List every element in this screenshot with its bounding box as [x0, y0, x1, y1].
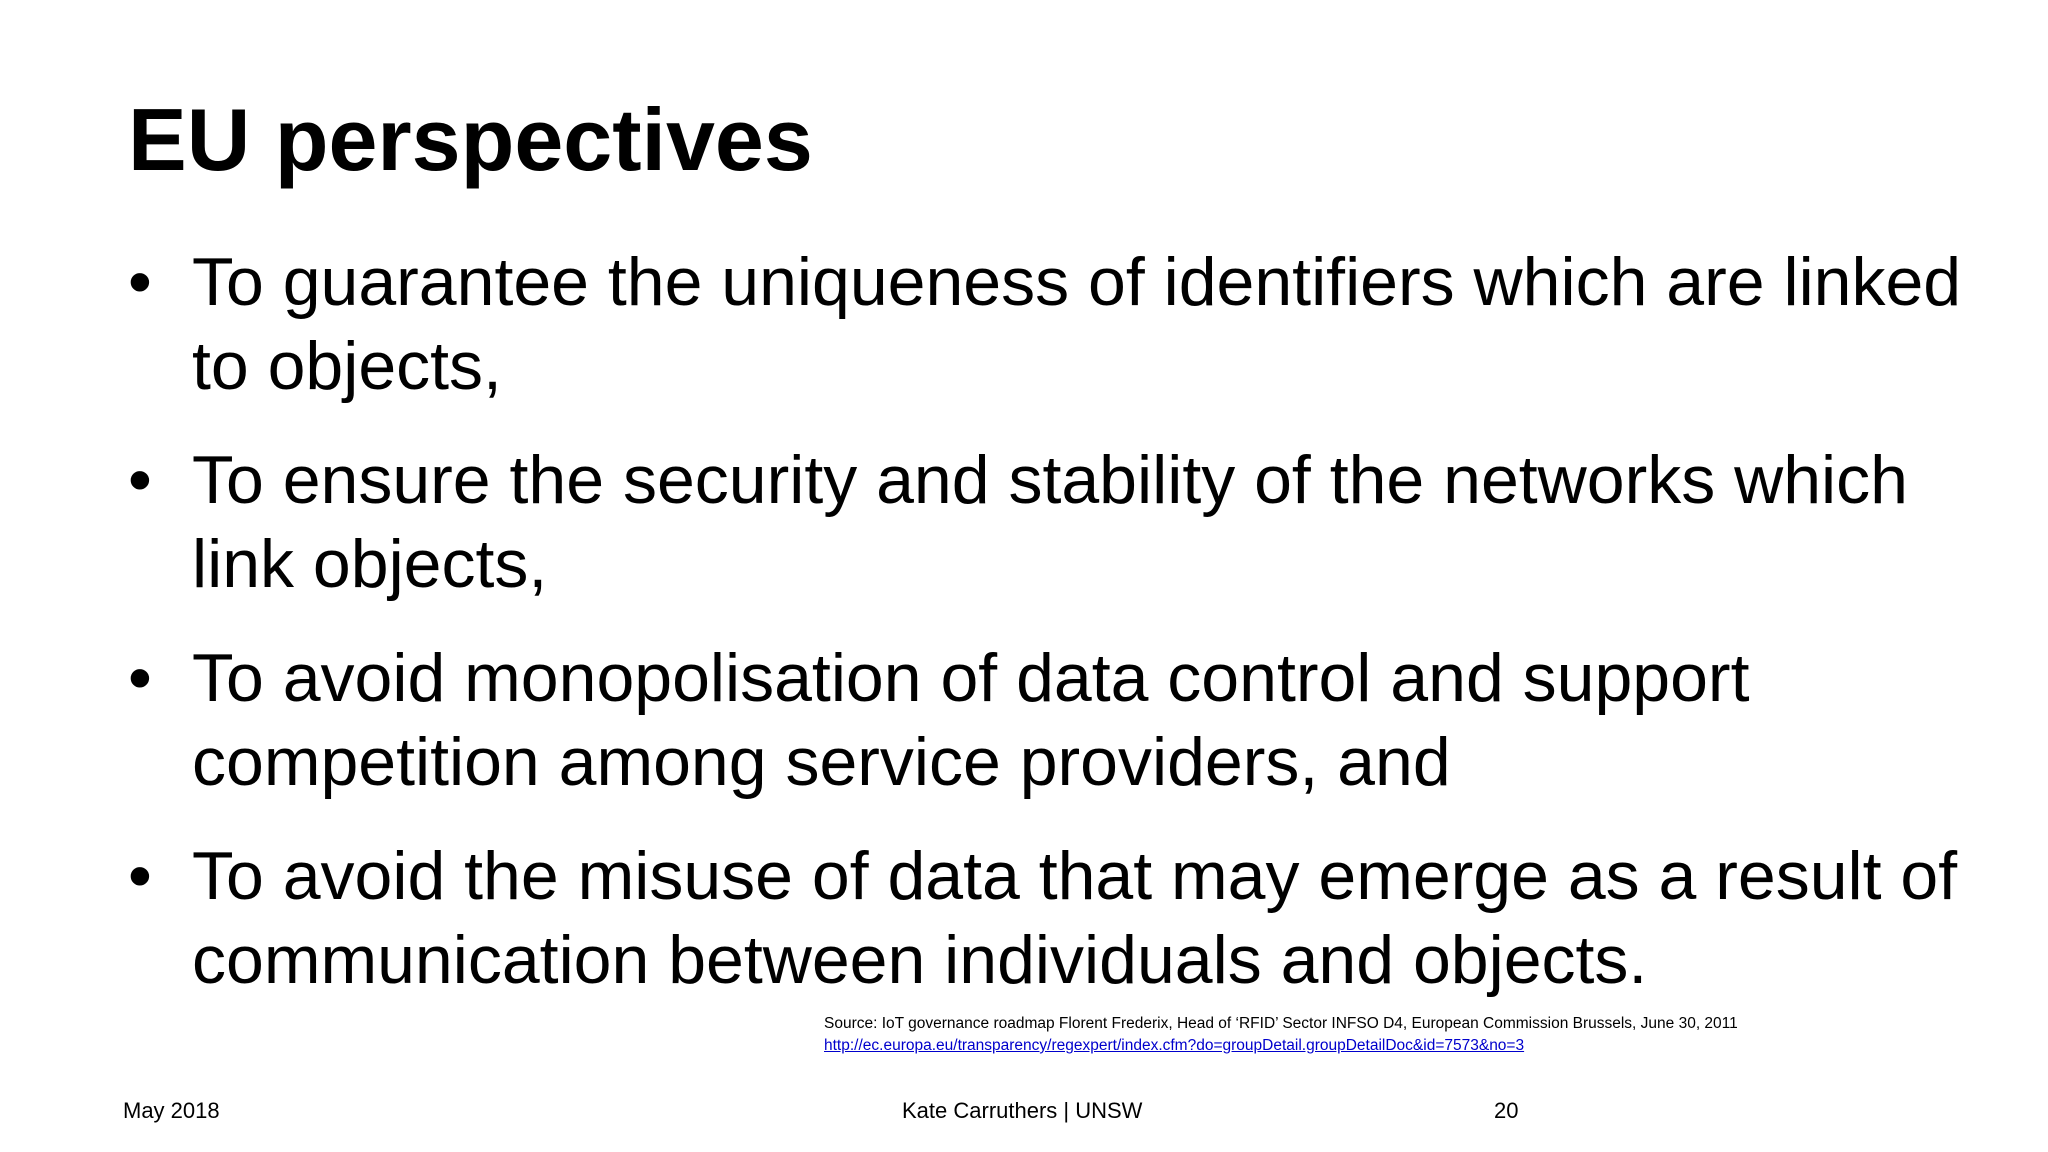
source-citation — [824, 1013, 1738, 1057]
bullet-icon: • — [128, 244, 152, 320]
footer-date: May 2018 — [123, 1098, 220, 1123]
source-text: Source: IoT governance roadmap Florent Frederix, Head of ‘RFID’ Sector INFSO D4, European Commission Brussels, June 30, 2011 — [824, 1015, 1738, 1032]
bullet-item — [128, 438, 2008, 606]
footer-author: Kate Carruthers | UNSW — [902, 1098, 1143, 1123]
bullet-list — [128, 240, 2008, 1032]
bullet-item — [128, 834, 2008, 1002]
bullet-item — [128, 636, 2008, 804]
footer-page-number: 20 — [1494, 1098, 1519, 1123]
bullet-icon: • — [128, 640, 152, 716]
bullet-text: To avoid monopolisation of data control and support competition among service providers, and — [192, 640, 1750, 800]
bullet-text: To ensure the security and stability of the networks which link objects, — [192, 442, 1908, 602]
bullet-item — [128, 240, 2008, 408]
bullet-text: To guarantee the uniqueness of identifiers which are linked to objects, — [192, 244, 1962, 404]
bullet-text: To avoid the misuse of data that may emerge as a result of communication between individuals and objects. — [192, 838, 1958, 998]
bullet-icon: • — [128, 442, 152, 518]
bullet-icon: • — [128, 838, 152, 914]
slide-title: EU perspectives — [128, 90, 813, 189]
source-link[interactable]: http://ec.europa.eu/transparency/regexpert/index.cfm?do=groupDetail.groupDetailDoc&id=7573&no=3 — [824, 1037, 1525, 1054]
